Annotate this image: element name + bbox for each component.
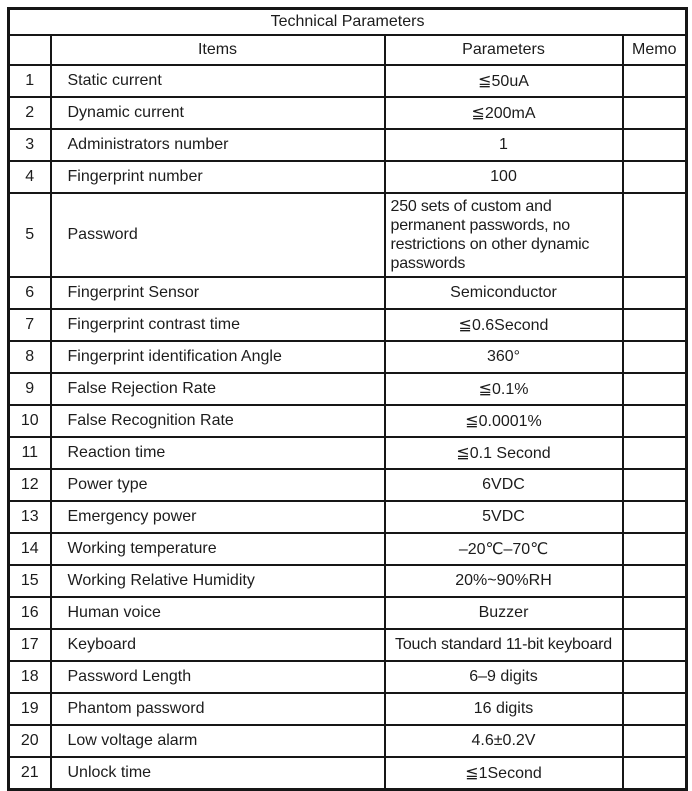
parameter-cell: Buzzer <box>385 597 623 629</box>
memo-cell <box>623 437 687 469</box>
header-parameters: Parameters <box>385 35 623 65</box>
parameter-cell: 20%~90%RH <box>385 565 623 597</box>
table-header-row <box>9 35 687 65</box>
memo-cell <box>623 693 687 725</box>
technical-parameters-table <box>7 7 688 791</box>
table-body <box>9 9 687 790</box>
table-row <box>9 129 687 161</box>
row-number-cell: 6 <box>9 277 51 309</box>
row-number-cell: 5 <box>9 193 51 277</box>
header-items: Items <box>51 35 385 65</box>
memo-cell <box>623 405 687 437</box>
item-cell: Phantom password <box>51 693 385 725</box>
table-row <box>9 661 687 693</box>
header-number <box>9 35 51 65</box>
memo-cell <box>623 277 687 309</box>
row-number-cell: 4 <box>9 161 51 193</box>
table-row <box>9 193 687 277</box>
item-cell: Fingerprint contrast time <box>51 309 385 341</box>
item-cell: Password Length <box>51 661 385 693</box>
item-cell: Dynamic current <box>51 97 385 129</box>
table-row <box>9 97 687 129</box>
item-cell: Administrators number <box>51 129 385 161</box>
row-number-cell: 16 <box>9 597 51 629</box>
row-number-cell: 10 <box>9 405 51 437</box>
item-cell: Working temperature <box>51 533 385 565</box>
item-cell: Reaction time <box>51 437 385 469</box>
memo-cell <box>623 469 687 501</box>
parameter-cell: ≦1Second <box>385 757 623 790</box>
table-row <box>9 309 687 341</box>
row-number-cell: 3 <box>9 129 51 161</box>
memo-cell <box>623 565 687 597</box>
memo-cell <box>623 533 687 565</box>
item-cell: Keyboard <box>51 629 385 661</box>
item-cell: Human voice <box>51 597 385 629</box>
parameter-cell: 360° <box>385 341 623 373</box>
table-row <box>9 533 687 565</box>
item-cell: Emergency power <box>51 501 385 533</box>
table-row <box>9 405 687 437</box>
memo-cell <box>623 97 687 129</box>
parameter-cell: 100 <box>385 161 623 193</box>
table-row <box>9 437 687 469</box>
item-cell: Working Relative Humidity <box>51 565 385 597</box>
parameter-cell: 4.6±0.2V <box>385 725 623 757</box>
row-number-cell: 8 <box>9 341 51 373</box>
table-row <box>9 65 687 97</box>
parameter-cell: –20℃–70℃ <box>385 533 623 565</box>
row-number-cell: 20 <box>9 725 51 757</box>
table-row <box>9 725 687 757</box>
table-row <box>9 629 687 661</box>
memo-cell <box>623 341 687 373</box>
row-number-cell: 18 <box>9 661 51 693</box>
memo-cell <box>623 193 687 277</box>
memo-cell <box>623 161 687 193</box>
parameter-cell: 16 digits <box>385 693 623 725</box>
row-number-cell: 19 <box>9 693 51 725</box>
item-cell: Fingerprint number <box>51 161 385 193</box>
table-row <box>9 693 687 725</box>
parameter-cell: ≦0.0001% <box>385 405 623 437</box>
table-title: Technical Parameters <box>9 9 687 36</box>
parameter-cell: 1 <box>385 129 623 161</box>
memo-cell <box>623 373 687 405</box>
parameter-cell: ≦200mA <box>385 97 623 129</box>
table-row <box>9 597 687 629</box>
parameter-cell: 250 sets of custom and permanent passwords, no restrictions on other dynamic passwords <box>385 193 623 277</box>
parameter-cell: 6VDC <box>385 469 623 501</box>
row-number-cell: 1 <box>9 65 51 97</box>
table-row <box>9 565 687 597</box>
memo-cell <box>623 597 687 629</box>
table-row <box>9 501 687 533</box>
parameter-cell: 6–9 digits <box>385 661 623 693</box>
parameter-cell: ≦0.6Second <box>385 309 623 341</box>
row-number-cell: 7 <box>9 309 51 341</box>
item-cell: Password <box>51 193 385 277</box>
item-cell: False Recognition Rate <box>51 405 385 437</box>
table-row <box>9 277 687 309</box>
row-number-cell: 15 <box>9 565 51 597</box>
parameter-cell: ≦0.1% <box>385 373 623 405</box>
memo-cell <box>623 725 687 757</box>
memo-cell <box>623 629 687 661</box>
row-number-cell: 17 <box>9 629 51 661</box>
row-number-cell: 14 <box>9 533 51 565</box>
table-row <box>9 469 687 501</box>
row-number-cell: 12 <box>9 469 51 501</box>
table-row <box>9 341 687 373</box>
item-cell: Static current <box>51 65 385 97</box>
table-row <box>9 161 687 193</box>
parameter-cell: Semiconductor <box>385 277 623 309</box>
parameter-cell: ≦0.1 Second <box>385 437 623 469</box>
memo-cell <box>623 501 687 533</box>
item-cell: False Rejection Rate <box>51 373 385 405</box>
row-number-cell: 9 <box>9 373 51 405</box>
parameter-cell: Touch standard 11-bit keyboard <box>385 629 623 661</box>
row-number-cell: 11 <box>9 437 51 469</box>
memo-cell <box>623 757 687 790</box>
parameter-cell: 5VDC <box>385 501 623 533</box>
item-cell: Power type <box>51 469 385 501</box>
row-number-cell: 21 <box>9 757 51 790</box>
table-row <box>9 757 687 790</box>
header-memo: Memo <box>623 35 687 65</box>
table-title-row <box>9 9 687 36</box>
row-number-cell: 13 <box>9 501 51 533</box>
table-row <box>9 373 687 405</box>
item-cell: Low voltage alarm <box>51 725 385 757</box>
memo-cell <box>623 309 687 341</box>
memo-cell <box>623 129 687 161</box>
item-cell: Unlock time <box>51 757 385 790</box>
memo-cell <box>623 65 687 97</box>
item-cell: Fingerprint Sensor <box>51 277 385 309</box>
item-cell: Fingerprint identification Angle <box>51 341 385 373</box>
memo-cell <box>623 661 687 693</box>
parameter-cell: ≦50uA <box>385 65 623 97</box>
row-number-cell: 2 <box>9 97 51 129</box>
